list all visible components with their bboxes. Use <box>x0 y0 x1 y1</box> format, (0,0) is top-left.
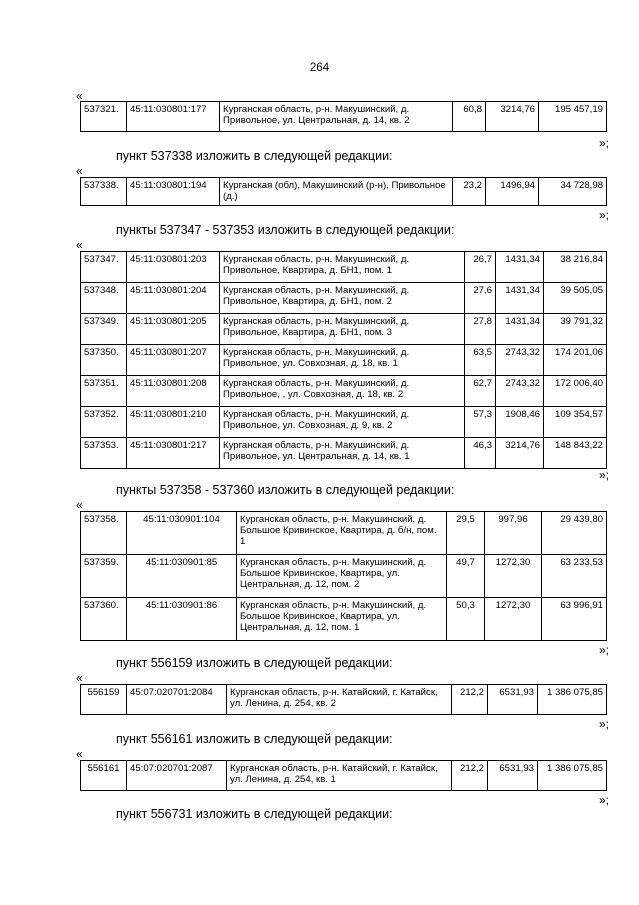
rate: 6531,93 <box>488 761 538 791</box>
address: Курганская область, р-н. Макушинский, д. Привольное, , ул. Совхозная, д. 18, кв. 2 <box>220 376 465 407</box>
cadastral-number: 45:11:030801:177 <box>127 102 220 132</box>
cadastral-number: 45:11:030801:208 <box>127 376 220 407</box>
cadastral-number: 45:11:030801:194 <box>127 178 220 206</box>
area: 27,6 <box>465 283 496 314</box>
rate: 1908,46 <box>496 407 544 438</box>
cadastral-number: 45:11:030901:104 <box>127 512 237 555</box>
rate: 2743,32 <box>496 376 544 407</box>
area: 50,3 <box>447 598 485 641</box>
row-id: 537338. <box>81 178 127 206</box>
table-row <box>81 555 607 598</box>
row-id: 537347. <box>81 252 127 283</box>
rate: 997,96 <box>485 512 542 555</box>
area: 29,5 <box>447 512 485 555</box>
value: 38 216,84 <box>544 252 607 283</box>
table-row <box>81 252 607 283</box>
cadastral-number: 45:11:030801:203 <box>127 252 220 283</box>
row-id: 537351. <box>81 376 127 407</box>
address: Курганская (обл), Макушинский (р-н), Привольное (д.) <box>220 178 453 206</box>
paragraph-intro: пункты 537347 - 537353 изложить в следующей редакции: <box>116 223 455 237</box>
address: Курганская область, р-н. Макушинский, д. Большое Кривинское, Квартира, д. б/н, пом. 1 <box>237 512 447 555</box>
table-row <box>81 345 607 376</box>
area: 49,7 <box>447 555 485 598</box>
row-id: 537321. <box>81 102 127 132</box>
rate: 1272,30 <box>485 598 542 641</box>
page-number: 264 <box>309 62 330 74</box>
close-quote: »; <box>598 208 609 222</box>
area: 62,7 <box>465 376 496 407</box>
table-row <box>81 283 607 314</box>
address: Курганская область, р-н. Макушинский, д. Привольное, Квартира, д. БН1, пом. 3 <box>220 314 465 345</box>
table-537338 <box>80 177 607 206</box>
close-quote: »; <box>598 468 609 482</box>
close-quote: »; <box>598 136 609 150</box>
address: Курганская область, р-н. Макушинский, д. Привольное, ул. Совхозная, д. 9, кв. 2 <box>220 407 465 438</box>
rate: 1431,34 <box>496 252 544 283</box>
close-quote: »; <box>598 643 609 657</box>
value: 195 457,19 <box>539 102 607 132</box>
table-row <box>81 761 607 791</box>
area: 212,2 <box>452 761 488 791</box>
address: Курганская область, р-н. Макушинский, д. Большое Кривинское, Квартира, ул. Центральная, д. 12, пом. 1 <box>237 598 447 641</box>
area: 26,7 <box>465 252 496 283</box>
cadastral-number: 45:11:030901:85 <box>127 555 237 598</box>
address: Курганская область, р-н. Макушинский, д. Привольное, ул. Совхозная, д. 18, кв. 1 <box>220 345 465 376</box>
open-quote: « <box>76 164 83 178</box>
area: 57,3 <box>465 407 496 438</box>
row-id: 537348. <box>81 283 127 314</box>
value: 39 791,32 <box>544 314 607 345</box>
open-quote: « <box>76 498 83 512</box>
address: Курганская область, р-н. Макушинский, д. Привольное, Квартира, д. БН1, пом. 2 <box>220 283 465 314</box>
table-537321 <box>80 101 607 132</box>
value: 39 505,05 <box>544 283 607 314</box>
value: 1 386 075,85 <box>538 685 607 715</box>
row-id: 537349. <box>81 314 127 345</box>
row-id: 537352. <box>81 407 127 438</box>
address: Курганская область, р-н. Катайский, г. Катайск, ул. Ленина, д. 254, кв. 1 <box>227 761 452 791</box>
close-quote: »; <box>598 717 609 731</box>
address: Курганская область, р-н. Макушинский, д. Привольное, ул. Центральная, д. 14, кв. 1 <box>220 438 465 469</box>
cadastral-number: 45:11:030901:86 <box>127 598 237 641</box>
paragraph-intro: пункты 537358 - 537360 изложить в следующей редакции: <box>116 483 455 497</box>
table-row <box>81 102 607 132</box>
paragraph-intro: пункт 556161 изложить в следующей редакции: <box>116 732 393 746</box>
rate: 1431,34 <box>496 314 544 345</box>
cadastral-number: 45:07:020701:2087 <box>127 761 227 791</box>
row-id: 537360. <box>81 598 127 641</box>
cadastral-number: 45:11:030801:217 <box>127 438 220 469</box>
cadastral-number: 45:11:030801:210 <box>127 407 220 438</box>
area: 27,8 <box>465 314 496 345</box>
table-556159 <box>80 684 607 715</box>
table-row <box>81 178 607 206</box>
rate: 2743,32 <box>496 345 544 376</box>
rate: 1431,34 <box>496 283 544 314</box>
open-quote: « <box>76 747 83 761</box>
rate: 3214,76 <box>496 438 544 469</box>
area: 60,8 <box>453 102 486 132</box>
area: 63,5 <box>465 345 496 376</box>
row-id: 556159 <box>81 685 127 715</box>
value: 29 439,80 <box>542 512 607 555</box>
paragraph-intro: пункт 537338 изложить в следующей редакции: <box>116 149 393 163</box>
value: 148 843,22 <box>544 438 607 469</box>
area: 46,3 <box>465 438 496 469</box>
value: 109 354,57 <box>544 407 607 438</box>
table-row <box>81 598 607 641</box>
rate: 1496,94 <box>486 178 539 206</box>
cadastral-number: 45:11:030801:204 <box>127 283 220 314</box>
table-row <box>81 512 607 555</box>
table-556161 <box>80 760 607 791</box>
open-quote: « <box>76 89 83 103</box>
close-quote: »; <box>598 793 609 807</box>
table-row <box>81 407 607 438</box>
table-row <box>81 376 607 407</box>
table-row <box>81 685 607 715</box>
row-id: 537359. <box>81 555 127 598</box>
row-id: 537353. <box>81 438 127 469</box>
value: 63 996,91 <box>542 598 607 641</box>
value: 174 201,06 <box>544 345 607 376</box>
address: Курганская область, р-н. Макушинский, д. Большое Кривинское, Квартира, ул. Центральная, д. 12, пом. 2 <box>237 555 447 598</box>
cadastral-number: 45:11:030801:207 <box>127 345 220 376</box>
paragraph-intro: пункт 556731 изложить в следующей редакции: <box>116 807 393 821</box>
address: Курганская область, р-н. Макушинский, д. Привольное, Квартира, д. БН1, пом. 1 <box>220 252 465 283</box>
open-quote: « <box>76 671 83 685</box>
row-id: 537350. <box>81 345 127 376</box>
area: 23,2 <box>453 178 486 206</box>
value: 63 233,53 <box>542 555 607 598</box>
row-id: 537358. <box>81 512 127 555</box>
area: 212,2 <box>452 685 488 715</box>
table-537347-537353 <box>80 251 607 469</box>
table-537358-537360 <box>80 511 607 641</box>
table-row <box>81 438 607 469</box>
value: 172 006,40 <box>544 376 607 407</box>
rate: 6531,93 <box>488 685 538 715</box>
rate: 1272,30 <box>485 555 542 598</box>
table-row <box>81 314 607 345</box>
rate: 3214,76 <box>486 102 539 132</box>
cadastral-number: 45:07:020701:2084 <box>127 685 227 715</box>
cadastral-number: 45:11:030801:205 <box>127 314 220 345</box>
address: Курганская область, р-н. Макушинский, д. Привольное, ул. Центральная, д. 14, кв. 2 <box>220 102 453 132</box>
open-quote: « <box>76 238 83 252</box>
paragraph-intro: пункт 556159 изложить в следующей редакции: <box>116 656 393 670</box>
value: 1 386 075,85 <box>538 761 607 791</box>
address: Курганская область, р-н. Катайский, г. Катайск, ул. Ленина, д. 254, кв. 2 <box>227 685 452 715</box>
row-id: 556161 <box>81 761 127 791</box>
value: 34 728,98 <box>539 178 607 206</box>
